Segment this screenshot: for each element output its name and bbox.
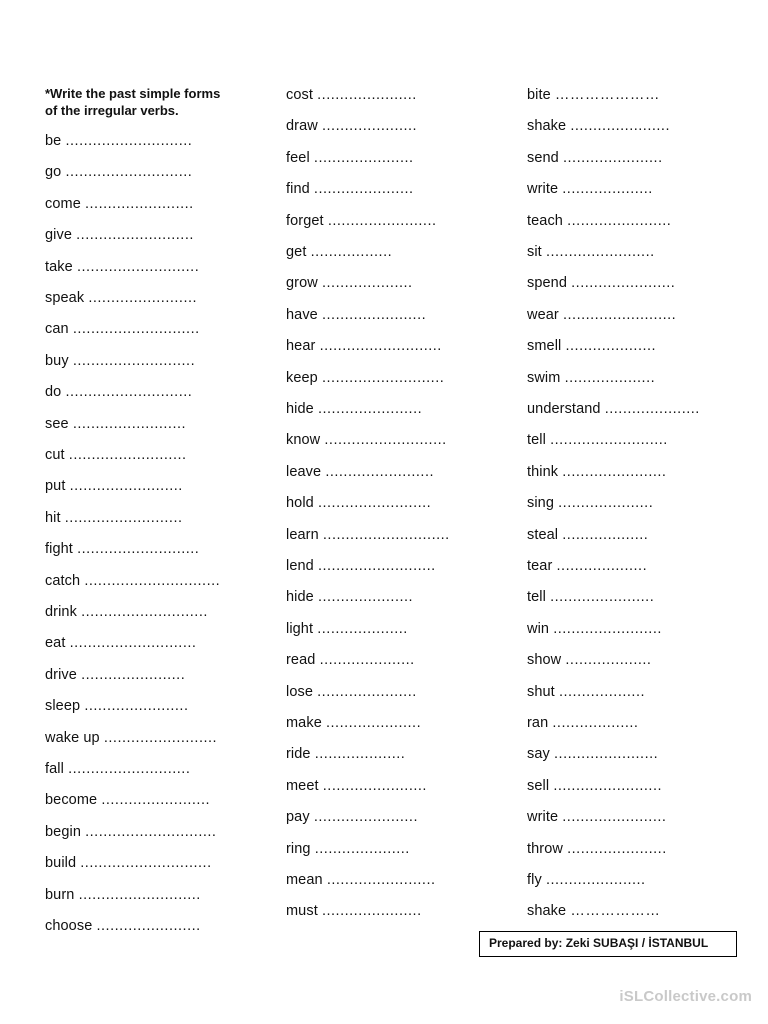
verb-item bbox=[527, 180, 653, 198]
answer-blank: ................... bbox=[562, 526, 649, 543]
verb-label: learn bbox=[286, 526, 319, 543]
verb-label: leave bbox=[286, 463, 322, 480]
answer-blank: ........................ bbox=[327, 212, 437, 229]
answer-blank: ............................ bbox=[65, 384, 193, 401]
verb-item bbox=[527, 871, 646, 889]
answer-blank: ............................ bbox=[65, 133, 193, 149]
verb-label: know bbox=[286, 432, 321, 449]
verb-label: hide bbox=[286, 589, 314, 606]
verb-label: fly bbox=[527, 872, 542, 888]
answer-blank: ...................... bbox=[321, 903, 422, 920]
verb-label: find bbox=[286, 181, 310, 198]
verb-item bbox=[286, 871, 436, 889]
verb-label: sleep bbox=[45, 698, 81, 715]
answer-blank: .................. bbox=[310, 244, 393, 260]
answer-blank: ........................ bbox=[88, 290, 198, 306]
answer-blank: ...................... bbox=[570, 118, 670, 135]
verb-item bbox=[527, 745, 658, 763]
answer-blank: ....................... bbox=[81, 666, 186, 683]
verb-label: take bbox=[45, 258, 73, 275]
verb-label: lose bbox=[286, 683, 313, 700]
verb-label: shut bbox=[527, 683, 555, 700]
answer-blank: ........................ bbox=[325, 463, 434, 480]
verb-label: go bbox=[45, 164, 62, 181]
verb-label: grow bbox=[286, 275, 318, 292]
verb-label: eat bbox=[45, 635, 66, 652]
answer-blank: .................... bbox=[556, 558, 648, 574]
verb-item bbox=[286, 243, 392, 261]
verb-item bbox=[286, 212, 437, 230]
answer-blank: ............................ bbox=[72, 321, 200, 338]
verb-item bbox=[45, 352, 195, 370]
verb-item bbox=[45, 634, 196, 652]
verb-item bbox=[527, 808, 666, 826]
verb-label: tear bbox=[527, 558, 553, 574]
answer-blank: ....................... bbox=[554, 746, 659, 763]
verb-item bbox=[527, 431, 668, 449]
verb-label: do bbox=[45, 384, 62, 401]
verb-label: steal bbox=[527, 526, 559, 543]
verb-label: read bbox=[286, 652, 316, 669]
verb-item bbox=[286, 526, 450, 544]
verb-item bbox=[45, 320, 200, 338]
answer-blank: ....................... bbox=[84, 698, 189, 715]
verb-item bbox=[286, 777, 427, 795]
verb-label: forget bbox=[286, 212, 324, 229]
verb-item bbox=[527, 494, 653, 512]
verb-label: hit bbox=[45, 509, 61, 526]
verb-label: sell bbox=[527, 777, 550, 794]
answer-blank: ................... bbox=[558, 683, 645, 700]
answer-blank: .......................... bbox=[317, 558, 436, 574]
answer-blank: ..................... bbox=[314, 840, 410, 857]
answer-blank: ........................... bbox=[324, 432, 447, 449]
answer-blank: ....................... bbox=[96, 918, 201, 934]
verb-item bbox=[286, 620, 408, 638]
answer-blank: ....................... bbox=[313, 809, 418, 826]
verb-item bbox=[286, 369, 444, 387]
answer-blank: .................... bbox=[562, 181, 653, 198]
verb-label: tell bbox=[527, 432, 546, 449]
answer-blank: ......................... bbox=[317, 495, 432, 512]
verb-item bbox=[527, 683, 645, 701]
verb-label: think bbox=[527, 463, 559, 480]
verb-label: keep bbox=[286, 369, 318, 386]
verb-item bbox=[527, 369, 655, 387]
answer-blank: .......................... bbox=[64, 509, 183, 526]
verb-label: drink bbox=[45, 604, 77, 620]
answer-blank: ........................ bbox=[326, 872, 436, 888]
verb-label: hear bbox=[286, 338, 316, 355]
verb-label: smell bbox=[527, 338, 562, 355]
verb-item bbox=[527, 337, 656, 355]
verb-item bbox=[527, 243, 655, 261]
verb-label: throw bbox=[527, 840, 563, 857]
verb-label: burn bbox=[45, 886, 75, 903]
verb-item bbox=[527, 463, 666, 481]
answer-blank: ........................... bbox=[78, 886, 201, 903]
verb-label: ran bbox=[527, 715, 549, 731]
watermark: iSLCollective.com bbox=[619, 988, 752, 1005]
answer-blank: .............................. bbox=[84, 572, 221, 589]
verb-label: choose bbox=[45, 918, 93, 934]
verb-item bbox=[45, 917, 201, 935]
answer-blank: ....................... bbox=[571, 275, 676, 292]
verb-item bbox=[527, 777, 662, 795]
prepared-by-box: Prepared by: Zeki SUBAŞI / İSTANBUL bbox=[479, 931, 737, 957]
answer-blank: ............................ bbox=[65, 164, 193, 181]
verb-label: put bbox=[45, 478, 66, 495]
verb-label: wear bbox=[527, 306, 559, 323]
verb-label: fight bbox=[45, 541, 73, 558]
verb-item bbox=[527, 651, 651, 669]
verb-label: hold bbox=[286, 495, 314, 512]
answer-blank: ...................... bbox=[562, 149, 663, 166]
answer-blank: ......................... bbox=[72, 415, 187, 432]
verb-item bbox=[527, 400, 700, 418]
verb-label: spend bbox=[527, 275, 568, 292]
answer-blank: ...................... bbox=[313, 181, 414, 198]
verb-item bbox=[527, 117, 670, 135]
verb-item bbox=[45, 603, 208, 621]
verb-label: understand bbox=[527, 401, 601, 417]
verb-item bbox=[527, 526, 648, 544]
instructions bbox=[45, 85, 245, 119]
verb-label: win bbox=[527, 620, 550, 637]
answer-blank: ........................... bbox=[76, 258, 200, 275]
answer-blank: ............................ bbox=[322, 526, 450, 543]
verb-item bbox=[45, 195, 194, 213]
verb-item bbox=[286, 651, 415, 669]
answer-blank: ............................ bbox=[69, 635, 197, 652]
answer-blank: ....................... bbox=[317, 401, 423, 417]
verb-label: show bbox=[527, 652, 562, 669]
verb-label: tell bbox=[527, 589, 546, 606]
verb-item bbox=[45, 446, 187, 464]
verb-item bbox=[286, 180, 414, 198]
verb-label: see bbox=[45, 415, 69, 432]
verb-item bbox=[45, 666, 185, 684]
verb-label: draw bbox=[286, 118, 318, 135]
verb-item bbox=[527, 902, 660, 920]
verb-item bbox=[286, 431, 447, 449]
verb-item bbox=[45, 886, 201, 904]
verb-label: can bbox=[45, 321, 69, 338]
verb-label: begin bbox=[45, 823, 81, 840]
verb-label: get bbox=[286, 244, 307, 260]
verb-item bbox=[286, 714, 421, 732]
answer-blank: ........................ bbox=[545, 244, 655, 260]
answer-blank: ........................... bbox=[77, 541, 200, 558]
verb-label: light bbox=[286, 620, 314, 637]
answer-blank: ..................... bbox=[558, 495, 654, 512]
verb-item bbox=[527, 620, 662, 638]
verb-item bbox=[527, 714, 638, 732]
verb-label: shake bbox=[527, 903, 567, 920]
verb-item bbox=[45, 572, 220, 590]
verb-label: must bbox=[286, 903, 318, 920]
verb-label: fall bbox=[45, 761, 64, 777]
verb-item bbox=[45, 415, 186, 433]
verb-item bbox=[527, 274, 675, 292]
answer-blank: ........................... bbox=[319, 338, 442, 355]
verb-item bbox=[286, 149, 414, 167]
verb-item bbox=[286, 274, 413, 292]
verb-item bbox=[45, 509, 183, 527]
verb-label: write bbox=[527, 181, 559, 198]
verb-label: build bbox=[45, 855, 77, 872]
answer-blank: ................... bbox=[552, 715, 639, 731]
verb-label: become bbox=[45, 792, 98, 809]
answer-blank: ............................ bbox=[81, 604, 208, 620]
answer-blank: ......................... bbox=[562, 306, 677, 323]
answer-blank: ...................... bbox=[317, 683, 417, 700]
verb-item bbox=[45, 383, 192, 401]
answer-blank: .......................... bbox=[68, 447, 187, 463]
answer-blank: ........................... bbox=[72, 352, 196, 369]
verb-label: feel bbox=[286, 149, 310, 166]
answer-blank: ......................... bbox=[103, 729, 218, 746]
verb-label: be bbox=[45, 133, 62, 149]
answer-blank: .................... bbox=[565, 338, 657, 355]
verb-item bbox=[45, 163, 192, 181]
verb-label: cost bbox=[286, 87, 313, 103]
answer-blank: ........................... bbox=[321, 369, 445, 386]
verb-label: teach bbox=[527, 212, 563, 229]
verb-label: ring bbox=[286, 840, 311, 857]
verb-item bbox=[286, 808, 418, 826]
verb-label: swim bbox=[527, 369, 561, 386]
verb-item bbox=[286, 683, 417, 701]
answer-blank: ..................... bbox=[319, 652, 415, 669]
verb-item bbox=[45, 132, 192, 150]
answer-blank: ........................ bbox=[85, 195, 194, 212]
instructions-line-2: of the irregular verbs. bbox=[45, 103, 179, 118]
verb-item bbox=[286, 840, 410, 858]
verb-item bbox=[45, 477, 183, 495]
verb-item bbox=[286, 463, 434, 481]
verb-label: have bbox=[286, 306, 318, 323]
verb-item bbox=[527, 149, 663, 167]
verb-item bbox=[45, 854, 212, 872]
answer-blank: .................... bbox=[564, 369, 656, 386]
verb-label: shake bbox=[527, 118, 567, 135]
verb-item bbox=[45, 289, 197, 307]
verb-item bbox=[286, 86, 417, 104]
instructions-line-1: *Write the past simple forms bbox=[45, 86, 221, 101]
verb-label: mean bbox=[286, 872, 323, 888]
verb-label: ride bbox=[286, 746, 311, 763]
verb-label: buy bbox=[45, 352, 69, 369]
verb-label: speak bbox=[45, 290, 85, 306]
answer-blank: ..................... bbox=[604, 401, 700, 417]
verb-label: drive bbox=[45, 666, 77, 683]
answer-blank: ....................... bbox=[550, 589, 655, 606]
verb-label: sing bbox=[527, 495, 554, 512]
verb-item bbox=[286, 588, 413, 606]
answer-blank: ........................ bbox=[553, 620, 662, 637]
answer-blank: ..................... bbox=[321, 118, 418, 135]
verb-item bbox=[286, 745, 405, 763]
answer-blank: ........................ bbox=[101, 792, 211, 809]
verb-item bbox=[286, 306, 426, 324]
verb-item bbox=[45, 729, 217, 747]
verb-label: pay bbox=[286, 809, 310, 826]
verb-label: bite bbox=[527, 87, 551, 103]
verb-item bbox=[527, 557, 647, 575]
verb-item bbox=[45, 697, 188, 715]
answer-blank: .......................... bbox=[550, 432, 668, 449]
verb-label: make bbox=[286, 715, 322, 731]
verb-item bbox=[45, 823, 216, 841]
verb-item bbox=[45, 226, 194, 244]
verb-item bbox=[45, 760, 190, 778]
verb-label: send bbox=[527, 149, 559, 166]
answer-blank: ........................ bbox=[553, 777, 662, 794]
answer-blank: ....................... bbox=[321, 306, 427, 323]
answer-blank: ........................... bbox=[68, 761, 191, 777]
verb-label: hide bbox=[286, 401, 314, 417]
answer-blank: .................... bbox=[314, 746, 406, 763]
verb-item bbox=[45, 540, 199, 558]
answer-blank: ....................... bbox=[322, 777, 427, 794]
verb-label: give bbox=[45, 227, 72, 244]
answer-blank: ………………… bbox=[554, 87, 660, 103]
answer-blank: ..................... bbox=[317, 589, 414, 606]
verb-item bbox=[286, 117, 417, 135]
verb-item bbox=[286, 494, 431, 512]
answer-blank: ....................... bbox=[562, 463, 667, 480]
answer-blank: ......................... bbox=[69, 478, 183, 495]
answer-blank: ...................... bbox=[313, 149, 414, 166]
answer-blank: ...................... bbox=[545, 872, 646, 888]
verb-label: cut bbox=[45, 447, 65, 463]
verb-label: say bbox=[527, 746, 550, 763]
verb-item bbox=[527, 840, 667, 858]
verb-label: sit bbox=[527, 244, 542, 260]
verb-item bbox=[527, 306, 676, 324]
answer-blank: ……………… bbox=[570, 903, 661, 920]
verb-item bbox=[527, 86, 660, 104]
answer-blank: ....................... bbox=[562, 809, 667, 826]
answer-blank: .......................... bbox=[76, 227, 194, 244]
verb-label: meet bbox=[286, 777, 319, 794]
verb-item bbox=[286, 400, 422, 418]
verb-item bbox=[286, 557, 436, 575]
answer-blank: ................... bbox=[565, 652, 652, 669]
answer-blank: .................... bbox=[317, 620, 408, 637]
verb-item bbox=[527, 212, 671, 230]
answer-blank: ............................. bbox=[85, 823, 217, 840]
verb-item bbox=[527, 588, 654, 606]
verb-label: come bbox=[45, 195, 81, 212]
verb-item bbox=[286, 337, 442, 355]
verb-label: write bbox=[527, 809, 559, 826]
verb-item bbox=[45, 258, 199, 276]
verb-item bbox=[45, 791, 210, 809]
verb-item bbox=[286, 902, 422, 920]
answer-blank: ...................... bbox=[317, 87, 417, 103]
verb-label: lend bbox=[286, 558, 314, 574]
verb-label: wake up bbox=[45, 729, 100, 746]
answer-blank: ..................... bbox=[326, 715, 422, 731]
answer-blank: ...................... bbox=[567, 840, 667, 857]
answer-blank: ............................. bbox=[80, 855, 212, 872]
answer-blank: .................... bbox=[321, 275, 413, 292]
answer-blank: ....................... bbox=[567, 212, 672, 229]
verb-label: catch bbox=[45, 572, 81, 589]
